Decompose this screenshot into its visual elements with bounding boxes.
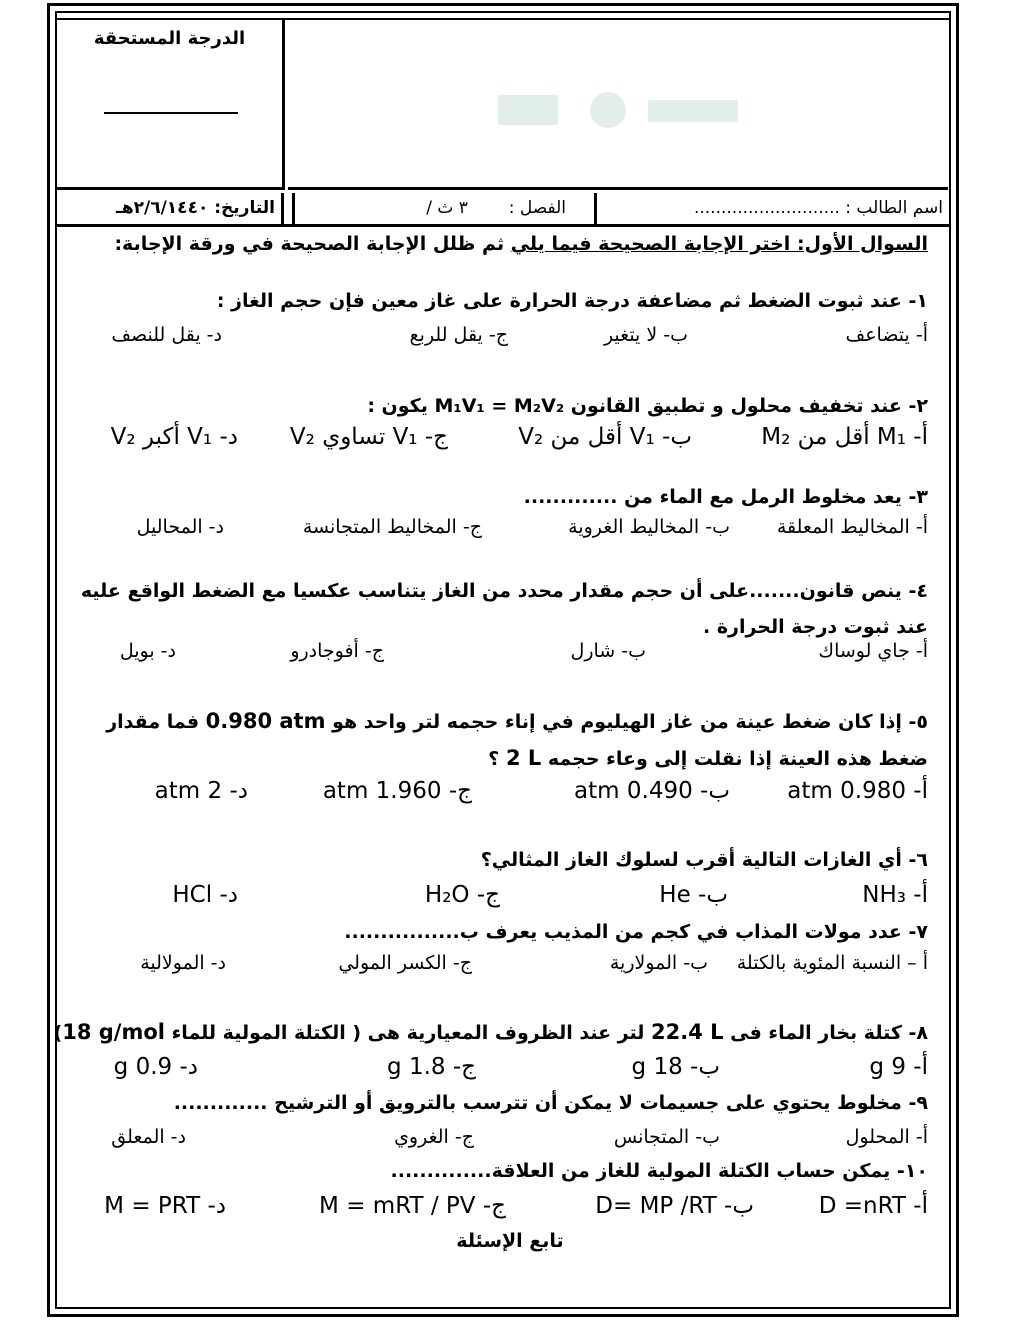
q6-option-b[interactable]: ب- He — [659, 882, 728, 908]
q5-text-a: ٥- إذا كان ضغط عينة من غاز الهيليوم في إناء حجمه لتر واحد هو — [332, 711, 928, 733]
header-logo-area — [288, 20, 948, 190]
info-row — [57, 193, 949, 227]
q9-option-d[interactable]: د- المعلق — [111, 1126, 186, 1148]
grade-blank-line — [104, 112, 238, 114]
q5-option-d[interactable]: د- 2 atm — [154, 778, 248, 804]
q4-option-a[interactable]: أ- جاي لوساك — [818, 640, 928, 662]
exam-date: التاريخ: ٢/٦/١٤٤٠هـ — [59, 193, 284, 224]
q5-value-b: 2 L — [505, 746, 542, 770]
q2-formula: M₁V₁ = M₂V₂ — [434, 395, 565, 417]
q8-value-a: 22.4 L — [651, 1020, 724, 1044]
q8-option-a[interactable]: أ- 9 g — [869, 1054, 928, 1080]
q8-option-c[interactable]: ج- 1.8 g — [387, 1054, 476, 1080]
q7-option-d[interactable]: د- المولالية — [140, 952, 226, 974]
q1-option-a[interactable]: أ- يتضاعف — [845, 324, 928, 346]
q3-option-c[interactable]: ج- المخاليط المتجانسة — [302, 516, 482, 538]
q5-text-b: فما مقدار ضغط هذه العينة إذا نقلت إلى وعاء حجمه — [106, 711, 928, 770]
question-8 — [54, 1020, 928, 1044]
continue-note: تابع الإسئلة — [456, 1230, 564, 1252]
q10-option-c[interactable]: ج- M = mRT / PV — [319, 1193, 506, 1219]
instruction-part-a: اختر الإجابة الصحيحة فيما — [544, 233, 797, 255]
q2-option-d[interactable]: د- V₁ أكبر V₂ — [110, 424, 238, 450]
question-10: ١٠- يمكن حساب الكتلة المولية للغاز من العلاقة.............. — [390, 1160, 928, 1182]
question-3: ٣- يعد مخلوط الرمل مع الماء من ............. — [523, 486, 928, 508]
q6-option-d[interactable]: د- HCl — [172, 882, 238, 908]
q8-option-d[interactable]: د- 0.9 g — [113, 1054, 198, 1080]
q9-option-c[interactable]: ج- الغروي — [394, 1126, 474, 1148]
question-7: ٧- عدد مولات المذاب في كجم من المذيب يعرف ب................ — [344, 921, 928, 943]
question-9: ٩- مخلوط يحتوي على جسيمات لا يمكن أن تترسب بالترويق أو الترشيح ............. — [173, 1092, 928, 1114]
q4-option-c[interactable]: ج- أفوجادرو — [290, 640, 384, 662]
grade-label: الدرجة المستحقة — [93, 28, 246, 49]
q10-option-a[interactable]: أ- D =nRT — [818, 1193, 928, 1219]
q3-option-b[interactable]: ب- المخاليط الغروية — [568, 516, 730, 538]
question-2 — [367, 395, 928, 417]
q10-option-d[interactable]: د- M = PRT — [104, 1193, 226, 1219]
question-6: ٦- أي الغازات التالية أقرب لسلوك الغاز المثالي؟ — [480, 849, 928, 871]
instruction-part-b: يلي — [510, 233, 545, 255]
q2-option-a[interactable]: أ- M₁ أقل من M₂ — [761, 424, 928, 450]
q5-option-b[interactable]: ب- 0.490 atm — [574, 778, 730, 804]
section-title: السوال الأول: — [796, 233, 928, 255]
question-4: ٤- ينص قانون.......على أن حجم مقدار محدد من الغاز يتناسب عكسيا مع الضغط الواقع عليه عند ثبوت درجة الحرارة . — [80, 580, 928, 638]
q8-value-b: 18 g/mol — [62, 1020, 165, 1044]
instruction-part-c: ثم ظلل الإجابة الصحيحة في ورقة الإجابة: — [114, 233, 511, 255]
q1-option-c[interactable]: ج- يقل للربع — [409, 324, 508, 346]
class-value: ٣ ث / — [426, 198, 468, 218]
question-1: ١- عند ثبوت الضغط ثم مضاعفة درجة الحرارة على غاز معين فإن حجم الغاز : — [216, 290, 928, 312]
q7-option-c[interactable]: ج- الكسر المولي — [338, 952, 472, 974]
q5-text-c: ؟ — [488, 748, 500, 770]
q9-option-b[interactable]: ب- المتجانس — [613, 1126, 720, 1148]
q8-text-b: لتر عند الظروف المعيارية هى ( الكتلة المولية للماء — [171, 1022, 645, 1044]
grade-box — [57, 20, 285, 190]
q6-option-a[interactable]: أ- NH₃ — [862, 882, 928, 908]
q8-text-c: ) — [53, 1022, 63, 1044]
q3-option-d[interactable]: د- المحاليل — [136, 516, 224, 538]
q1-option-d[interactable]: د- يقل للنصف — [111, 324, 222, 346]
q2-text-suffix: يكون : — [367, 395, 428, 417]
q5-value-a: 0.980 atm — [205, 709, 326, 733]
q5-option-c[interactable]: ج- 1.960 atm — [322, 778, 472, 804]
section-instruction — [114, 233, 928, 255]
q10-option-b[interactable]: ب- D= MP /RT — [595, 1193, 754, 1219]
class-label: الفصل : — [508, 198, 566, 218]
student-name-field: اسم الطالب : ........................... — [693, 198, 943, 218]
q2-option-b[interactable]: ب- V₁ أقل من V₂ — [518, 424, 692, 450]
q9-option-a[interactable]: أ- المحلول — [845, 1126, 928, 1148]
class-field — [292, 193, 597, 224]
q3-option-a[interactable]: أ- المخاليط المعلقة — [776, 516, 928, 538]
q8-text-a: ٨- كتلة بخار الماء فى — [730, 1022, 928, 1044]
q4-option-d[interactable]: د- بويل — [119, 640, 176, 662]
q2-option-c[interactable]: ج- V₁ تساوي V₂ — [289, 424, 448, 450]
q4-option-b[interactable]: ب- شارل — [570, 640, 646, 662]
q1-option-b[interactable]: ب- لا يتغير — [603, 324, 688, 346]
q7-option-a[interactable]: أ – النسبة المئوية بالكتلة — [736, 952, 928, 974]
q6-option-c[interactable]: ج- H₂O — [424, 882, 500, 908]
school-logo-icon — [488, 80, 748, 140]
q8-option-b[interactable]: ب- 18 g — [631, 1054, 720, 1080]
q7-option-b[interactable]: ب- المولارية — [609, 952, 708, 974]
q2-text-prefix: ٢- عند تخفيف محلول و تطبيق القانون — [570, 395, 928, 417]
question-5 — [78, 703, 928, 777]
q5-option-a[interactable]: أ- 0.980 atm — [787, 778, 928, 804]
